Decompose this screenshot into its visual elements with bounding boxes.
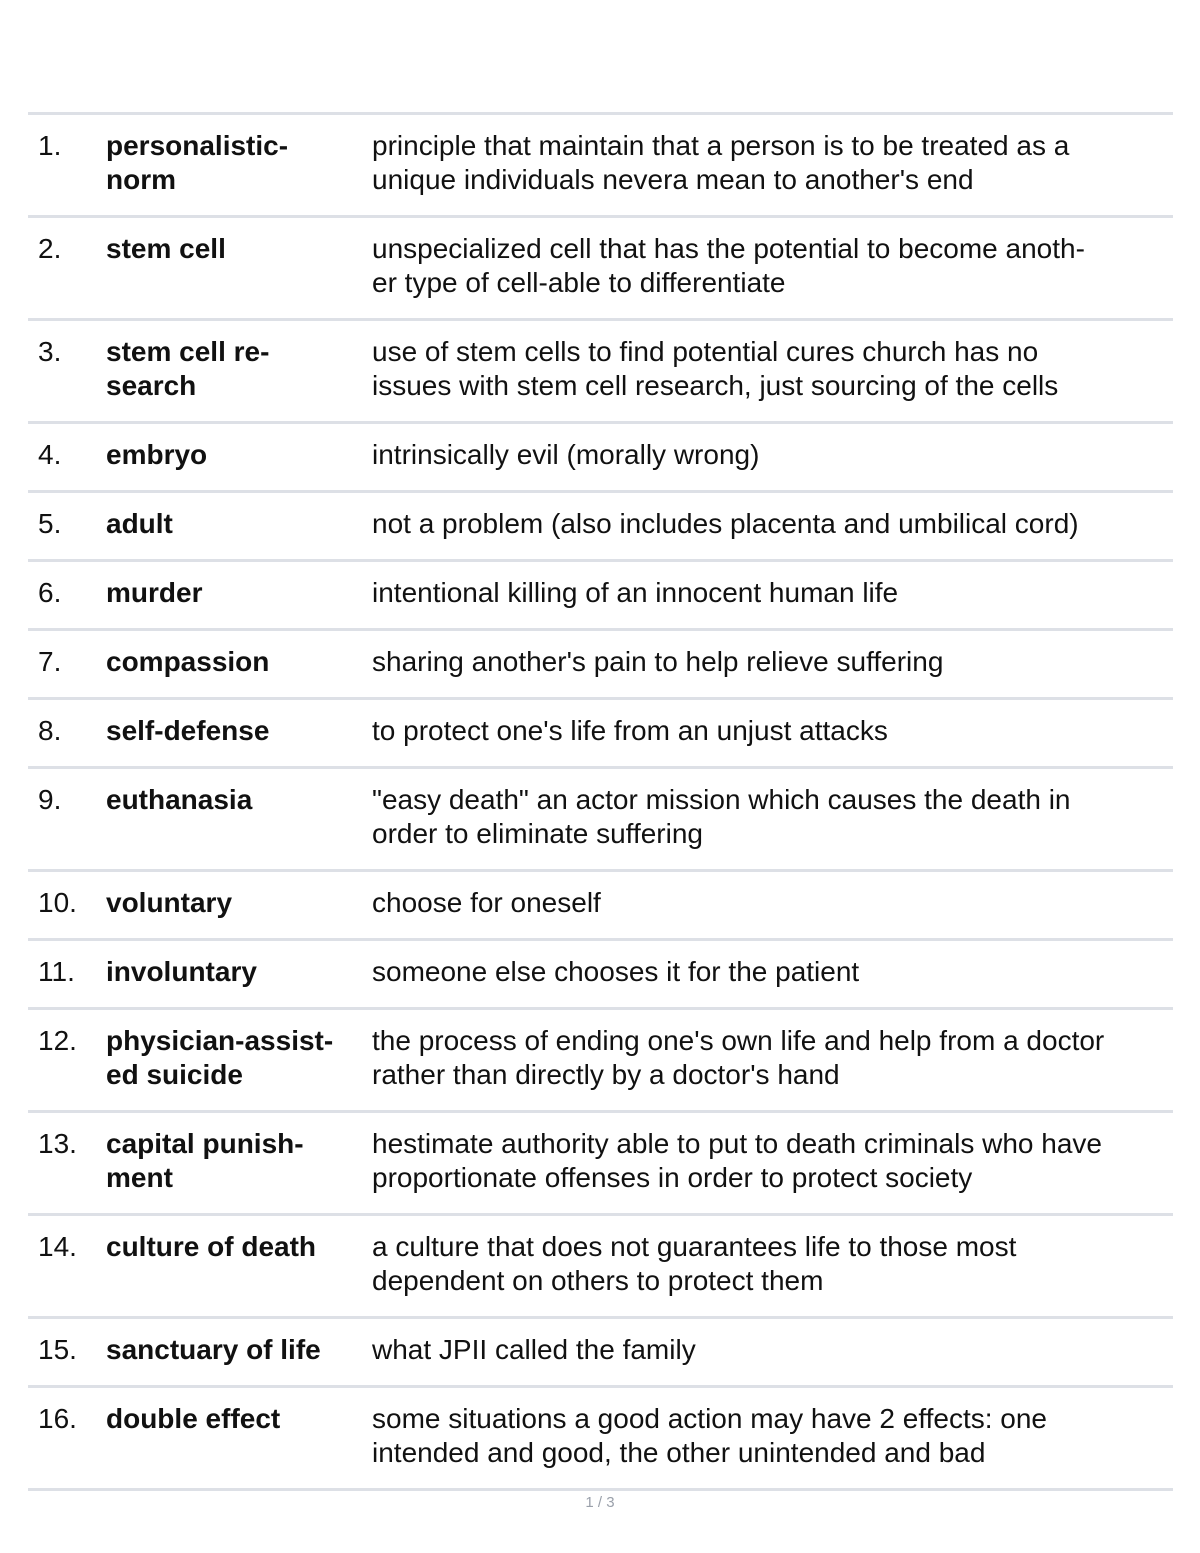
term: personalistic- norm — [106, 130, 289, 195]
term: euthanasia — [106, 784, 253, 815]
table-row — [28, 421, 1173, 490]
definition: the process of ending one's own life and help from a doctor rather than directly by a doctor's hand — [372, 1025, 1105, 1090]
row-number: 2. — [38, 233, 62, 264]
row-number: 4. — [38, 439, 62, 470]
term: adult — [106, 508, 173, 539]
definition: a culture that does not guarantees life to those most dependent on others to protect them — [372, 1231, 1017, 1296]
definition: not a problem (also includes placenta and umbilical cord) — [372, 508, 1079, 539]
definition: some situations a good action may have 2 effects: one intended and good, the other unintended and bad — [372, 1403, 1048, 1468]
flashcard-table — [28, 112, 1173, 1491]
page-number: 1 / 3 — [585, 1494, 615, 1511]
row-number: 3. — [38, 336, 62, 367]
row-number: 5. — [38, 508, 62, 539]
term: physician-assist- ed suicide — [106, 1025, 334, 1090]
term: capital punish- ment — [106, 1128, 304, 1193]
definition: to protect one's life from an unjust attacks — [372, 715, 888, 746]
table-row — [28, 766, 1173, 869]
row-number: 9. — [38, 784, 62, 815]
term: involuntary — [106, 956, 257, 987]
definition: unspecialized cell that has the potential to become anoth- er type of cell-able to differentiate — [372, 233, 1085, 298]
table-row — [28, 112, 1173, 215]
row-number: 11. — [38, 956, 75, 987]
term: murder — [106, 577, 203, 608]
definition: choose for oneself — [372, 887, 601, 918]
term: sanctuary of life — [106, 1334, 321, 1365]
row-number: 12. — [38, 1025, 77, 1056]
table-row — [28, 559, 1173, 628]
term: embryo — [106, 439, 208, 470]
definition: principle that maintain that a person is to be treated as a unique individuals nevera mean to another's end — [372, 130, 1070, 195]
term: compassion — [106, 646, 270, 677]
term: stem cell — [106, 233, 226, 264]
row-number: 15. — [38, 1334, 77, 1365]
row-number: 13. — [38, 1128, 77, 1159]
row-number: 1. — [38, 130, 62, 161]
row-number: 6. — [38, 577, 62, 608]
definition: use of stem cells to find potential cures church has no issues with stem cell research, just sourcing of the cells — [372, 336, 1059, 401]
table-row — [28, 697, 1173, 766]
table-row — [28, 1007, 1173, 1110]
definition: intrinsically evil (morally wrong) — [372, 439, 760, 470]
table-row — [28, 1110, 1173, 1213]
row-number: 16. — [38, 1403, 77, 1434]
row-number: 8. — [38, 715, 62, 746]
table-row — [28, 628, 1173, 697]
table-row — [28, 869, 1173, 938]
row-number: 7. — [38, 646, 62, 677]
table-row — [28, 938, 1173, 1007]
term: double effect — [106, 1403, 281, 1434]
table-row — [28, 215, 1173, 318]
definition: "easy death" an actor mission which causes the death in order to eliminate suffering — [372, 784, 1071, 849]
row-number: 14. — [38, 1231, 77, 1262]
table-row — [28, 318, 1173, 421]
definition: someone else chooses it for the patient — [372, 956, 860, 987]
definition: intentional killing of an innocent human life — [372, 577, 899, 608]
term: stem cell re- search — [106, 336, 270, 401]
term: culture of death — [106, 1231, 317, 1262]
table-row — [28, 1385, 1173, 1491]
table-row — [28, 1213, 1173, 1316]
row-number: 10. — [38, 887, 77, 918]
table-row — [28, 490, 1173, 559]
term: self-defense — [106, 715, 270, 746]
definition: what JPII called the family — [372, 1334, 696, 1365]
definition: hestimate authority able to put to death criminals who have proportionate offenses in order to protect society — [372, 1128, 1102, 1193]
definition: sharing another's pain to help relieve suffering — [372, 646, 944, 677]
table-row — [28, 1316, 1173, 1385]
term: voluntary — [106, 887, 233, 918]
